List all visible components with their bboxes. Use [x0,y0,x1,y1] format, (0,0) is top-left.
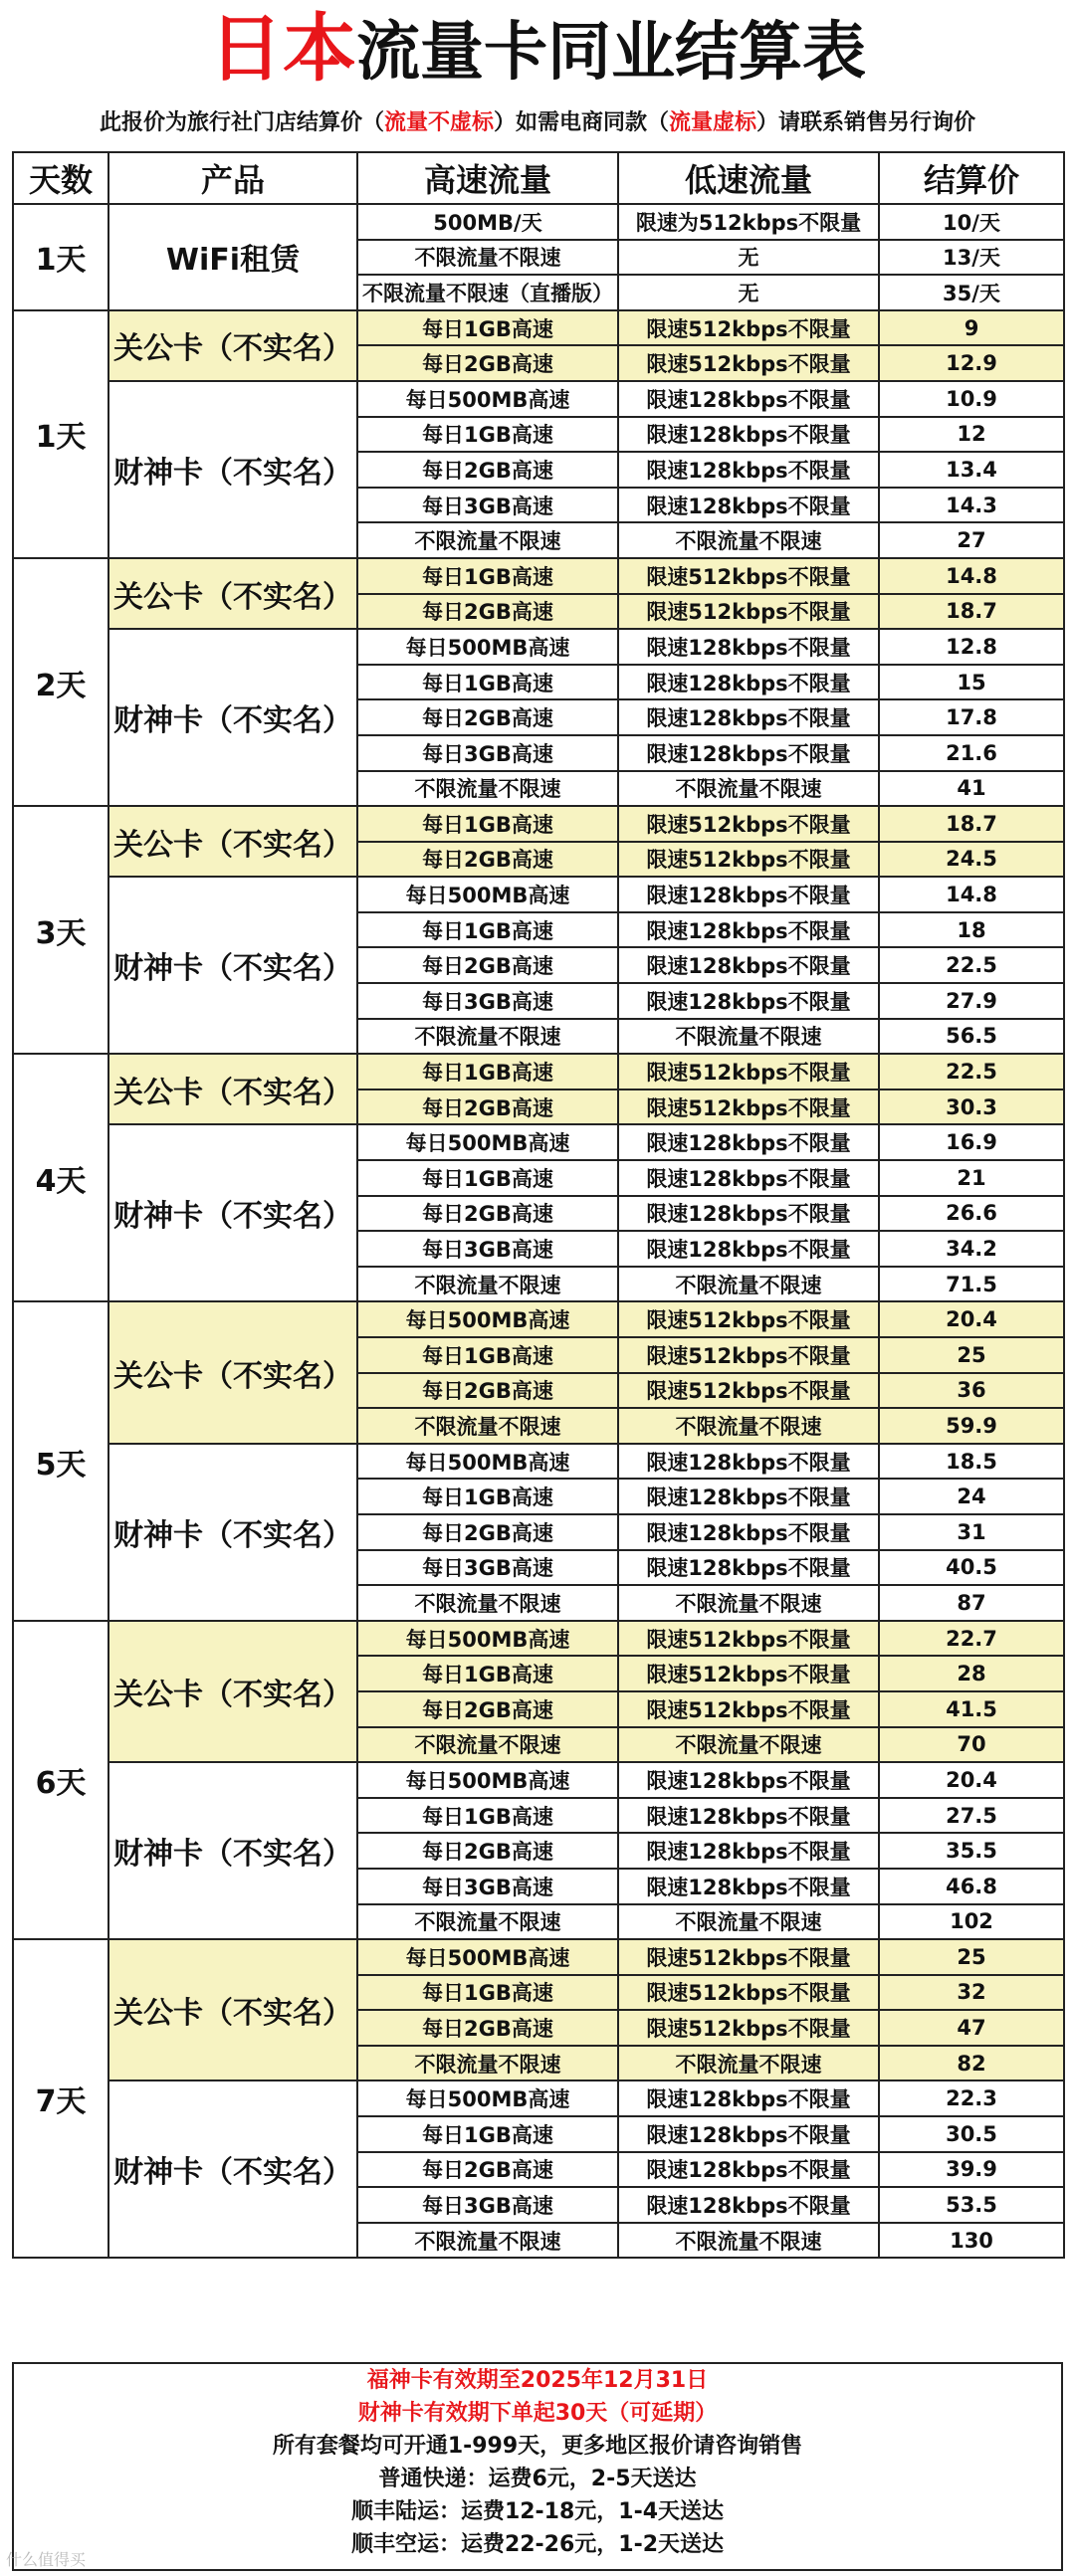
price-cell: 35/天 [879,275,1064,310]
low-speed-cell: 限速128kbps不限量 [618,983,879,1019]
high-speed-cell: 每日1GB高速 [357,1479,618,1514]
product-cell: 关公卡（不实名） [108,310,357,381]
high-speed-cell: 每日3GB高速 [357,1869,618,1904]
price-cell: 9 [879,310,1064,346]
table-row [13,1301,1064,1337]
price-cell: 20.4 [879,1301,1064,1337]
high-speed-cell: 每日500MB高速 [357,1762,618,1798]
high-speed-cell: 每日1GB高速 [357,912,618,948]
high-speed-cell: 不限流量不限速（直播版） [357,275,618,310]
high-speed-cell: 每日2GB高速 [357,345,618,381]
high-speed-cell: 每日2GB高速 [357,1373,618,1409]
high-speed-cell: 每日500MB高速 [357,877,618,912]
high-speed-cell: 每日3GB高速 [357,1231,618,1267]
day-cell: 1天 [13,204,108,310]
product-cell: 财神卡（不实名） [108,1124,357,1301]
price-cell: 40.5 [879,1550,1064,1586]
high-speed-cell: 每日1GB高速 [357,1975,618,2011]
low-speed-cell: 限速512kbps不限量 [618,1301,879,1337]
table-row [13,1124,1064,1160]
header-product: 产品 [108,152,357,204]
note-part-3: ）请联系销售另行询价 [756,110,976,135]
footer-line-1: 所有套餐均可开通1-999天，更多地区报价请咨询销售 [272,2434,803,2459]
price-cell: 41 [879,771,1064,807]
low-speed-cell: 限速512kbps不限量 [618,1621,879,1657]
low-speed-cell: 不限流量不限速 [618,1019,879,1055]
high-speed-cell: 每日2GB高速 [357,1196,618,1232]
low-speed-cell: 不限流量不限速 [618,1408,879,1444]
day-cell: 1天 [13,310,108,558]
note-part-2: ）如需电商同款（ [493,110,669,135]
high-speed-cell: 不限流量不限速 [357,1727,618,1763]
table-row [13,2081,1064,2116]
low-speed-cell: 限速128kbps不限量 [618,912,879,948]
high-speed-cell: 500MB/天 [357,204,618,240]
price-cell: 22.5 [879,1054,1064,1090]
high-speed-cell: 每日1GB高速 [357,1054,618,1090]
low-speed-cell: 限速128kbps不限量 [618,1762,879,1798]
product-cell: 财神卡（不实名） [108,629,357,806]
price-cell: 12 [879,417,1064,453]
high-speed-cell: 每日2GB高速 [357,699,618,735]
low-speed-cell: 不限流量不限速 [618,771,879,807]
price-cell: 25 [879,1939,1064,1975]
footer-line-4: 顺丰空运：运费22-26元，1-2天送达 [350,2532,725,2557]
price-cell: 71.5 [879,1267,1064,1302]
day-cell: 7天 [13,1939,108,2258]
low-speed-cell: 限速128kbps不限量 [618,2116,879,2152]
table-row [13,1762,1064,1798]
high-speed-cell: 每日2GB高速 [357,2152,618,2188]
day-cell: 5天 [13,1301,108,1620]
day-cell: 2天 [13,558,108,806]
high-speed-cell: 不限流量不限速 [357,1585,618,1621]
low-speed-cell: 限速128kbps不限量 [618,665,879,700]
price-cell: 27 [879,522,1064,558]
high-speed-cell: 不限流量不限速 [357,522,618,558]
price-cell: 30.3 [879,1090,1064,1125]
high-speed-cell: 不限流量不限速 [357,1267,618,1302]
watermark: 什么值得买 [6,2550,87,2569]
high-speed-cell: 每日1GB高速 [357,558,618,594]
low-speed-cell: 无 [618,240,879,276]
price-cell: 36 [879,1373,1064,1409]
price-cell: 22.7 [879,1621,1064,1657]
high-speed-cell: 不限流量不限速 [357,240,618,276]
price-cell: 14.8 [879,877,1064,912]
high-speed-cell: 每日500MB高速 [357,1939,618,1975]
low-speed-cell: 限速512kbps不限量 [618,1054,879,1090]
low-speed-cell: 限速128kbps不限量 [618,2187,879,2223]
high-speed-cell: 不限流量不限速 [357,1904,618,1940]
high-speed-cell: 每日2GB高速 [357,1691,618,1727]
page-title [0,0,1075,98]
price-cell: 30.5 [879,2116,1064,2152]
low-speed-cell: 不限流量不限速 [618,1727,879,1763]
price-cell: 87 [879,1585,1064,1621]
low-speed-cell: 限速128kbps不限量 [618,1479,879,1514]
high-speed-cell: 每日3GB高速 [357,1550,618,1586]
table-body [13,204,1064,2258]
footer-notes [12,2362,1063,2571]
price-cell: 59.9 [879,1408,1064,1444]
low-speed-cell: 不限流量不限速 [618,1585,879,1621]
price-cell: 31 [879,1514,1064,1550]
low-speed-cell: 不限流量不限速 [618,1267,879,1302]
low-speed-cell: 限速128kbps不限量 [618,735,879,771]
high-speed-cell: 不限流量不限速 [357,2223,618,2259]
table-row [13,1939,1064,1975]
price-cell: 53.5 [879,2187,1064,2223]
price-cell: 14.8 [879,558,1064,594]
low-speed-cell: 限速128kbps不限量 [618,1550,879,1586]
product-cell: 财神卡（不实名） [108,381,357,558]
price-cell: 13.4 [879,452,1064,488]
low-speed-cell: 限速512kbps不限量 [618,310,879,346]
low-speed-cell: 限速512kbps不限量 [618,1656,879,1691]
price-cell: 130 [879,2223,1064,2259]
low-speed-cell: 限速128kbps不限量 [618,1833,879,1869]
table-row [13,310,1064,346]
price-cell: 18 [879,912,1064,948]
high-speed-cell: 每日1GB高速 [357,806,618,842]
high-speed-cell: 每日500MB高速 [357,1444,618,1480]
high-speed-cell: 每日1GB高速 [357,1798,618,1834]
high-speed-cell: 每日500MB高速 [357,1124,618,1160]
low-speed-cell: 限速128kbps不限量 [618,1444,879,1480]
low-speed-cell: 不限流量不限速 [618,1904,879,1940]
price-cell: 41.5 [879,1691,1064,1727]
low-speed-cell: 限速512kbps不限量 [618,1691,879,1727]
price-cell: 18.7 [879,594,1064,630]
price-cell: 20.4 [879,1762,1064,1798]
low-speed-cell: 限速512kbps不限量 [618,1337,879,1373]
price-cell: 102 [879,1904,1064,1940]
day-cell: 4天 [13,1054,108,1301]
low-speed-cell: 限速512kbps不限量 [618,1975,879,2011]
price-cell: 47 [879,2010,1064,2046]
product-cell: 关公卡（不实名） [108,1301,357,1443]
table-row [13,558,1064,594]
low-speed-cell: 不限流量不限速 [618,522,879,558]
high-speed-cell: 每日1GB高速 [357,1160,618,1196]
high-speed-cell: 每日2GB高速 [357,842,618,878]
high-speed-cell: 每日500MB高速 [357,2081,618,2116]
price-cell: 46.8 [879,1869,1064,1904]
price-cell: 10/天 [879,204,1064,240]
price-cell: 24 [879,1479,1064,1514]
product-cell: 财神卡（不实名） [108,1444,357,1621]
product-cell: 财神卡（不实名） [108,877,357,1054]
table-row [13,877,1064,912]
low-speed-cell: 限速128kbps不限量 [618,488,879,523]
low-speed-cell: 限速128kbps不限量 [618,1160,879,1196]
high-speed-cell: 每日500MB高速 [357,629,618,665]
footer-validity-1: 福神卡有效期至2025年12月31日 [366,2368,709,2393]
low-speed-cell: 限速128kbps不限量 [618,877,879,912]
price-cell: 28 [879,1656,1064,1691]
high-speed-cell: 每日3GB高速 [357,2187,618,2223]
low-speed-cell: 限速为512kbps不限量 [618,204,879,240]
table-row [13,204,1064,240]
table-row [13,381,1064,417]
high-speed-cell: 不限流量不限速 [357,1019,618,1055]
product-cell: 关公卡（不实名） [108,1054,357,1124]
price-cell: 18.5 [879,1444,1064,1480]
price-cell: 22.5 [879,947,1064,983]
product-cell: 关公卡（不实名） [108,558,357,629]
table-row [13,1054,1064,1090]
header-high-speed: 高速流量 [357,152,618,204]
table-row [13,806,1064,842]
low-speed-cell: 限速512kbps不限量 [618,2010,879,2046]
high-speed-cell: 每日3GB高速 [357,735,618,771]
footer-line-2: 普通快递：运费6元，2-5天送达 [378,2467,697,2491]
price-cell: 56.5 [879,1019,1064,1055]
low-speed-cell: 限速128kbps不限量 [618,1124,879,1160]
low-speed-cell: 限速128kbps不限量 [618,417,879,453]
low-speed-cell: 限速512kbps不限量 [618,558,879,594]
price-note [0,103,1075,143]
day-cell: 6天 [13,1621,108,1939]
high-speed-cell: 每日2GB高速 [357,947,618,983]
price-cell: 15 [879,665,1064,700]
note-highlight-2: 流量虚标 [669,110,757,135]
low-speed-cell: 限速128kbps不限量 [618,2152,879,2188]
table-row [13,629,1064,665]
low-speed-cell: 限速128kbps不限量 [618,947,879,983]
title-country: 日本 [209,6,356,92]
title-rest: 流量卡同业结算表 [356,16,866,90]
low-speed-cell: 限速128kbps不限量 [618,1196,879,1232]
low-speed-cell: 限速128kbps不限量 [618,1798,879,1834]
low-speed-cell: 限速512kbps不限量 [618,1939,879,1975]
low-speed-cell: 限速512kbps不限量 [618,345,879,381]
high-speed-cell: 每日3GB高速 [357,488,618,523]
price-cell: 22.3 [879,2081,1064,2116]
high-speed-cell: 每日1GB高速 [357,417,618,453]
price-cell: 17.8 [879,699,1064,735]
price-cell: 70 [879,1727,1064,1763]
low-speed-cell: 限速128kbps不限量 [618,1514,879,1550]
product-cell: 关公卡（不实名） [108,1939,357,2081]
low-speed-cell: 限速512kbps不限量 [618,806,879,842]
low-speed-cell: 不限流量不限速 [618,2223,879,2259]
high-speed-cell: 每日2GB高速 [357,1090,618,1125]
price-cell: 18.7 [879,806,1064,842]
table-row [13,1444,1064,1480]
price-cell: 34.2 [879,1231,1064,1267]
high-speed-cell: 每日2GB高速 [357,2010,618,2046]
low-speed-cell: 限速512kbps不限量 [618,594,879,630]
low-speed-cell: 限速128kbps不限量 [618,699,879,735]
high-speed-cell: 每日2GB高速 [357,452,618,488]
product-cell: 关公卡（不实名） [108,806,357,877]
price-cell: 21.6 [879,735,1064,771]
high-speed-cell: 每日500MB高速 [357,1301,618,1337]
low-speed-cell: 限速128kbps不限量 [618,452,879,488]
high-speed-cell: 每日3GB高速 [357,983,618,1019]
footer-line-3: 顺丰陆运：运费12-18元，1-4天送达 [350,2499,725,2524]
product-cell: 财神卡（不实名） [108,1762,357,1939]
price-cell: 12.8 [879,629,1064,665]
high-speed-cell: 每日1GB高速 [357,2116,618,2152]
high-speed-cell: 不限流量不限速 [357,771,618,807]
table-row [13,1621,1064,1657]
low-speed-cell: 限速512kbps不限量 [618,1373,879,1409]
product-cell: 关公卡（不实名） [108,1621,357,1762]
high-speed-cell: 每日2GB高速 [357,594,618,630]
table-header-row [13,152,1064,204]
price-cell: 24.5 [879,842,1064,878]
low-speed-cell: 限速512kbps不限量 [618,842,879,878]
note-highlight-1: 流量不虚标 [383,110,494,135]
low-speed-cell: 不限流量不限速 [618,2046,879,2081]
price-cell: 27.9 [879,983,1064,1019]
price-cell: 21 [879,1160,1064,1196]
product-cell: 财神卡（不实名） [108,2081,357,2258]
high-speed-cell: 每日500MB高速 [357,381,618,417]
footer-validity-2: 财神卡有效期下单起30天（可延期） [357,2401,718,2426]
price-cell: 12.9 [879,345,1064,381]
day-cell: 3天 [13,806,108,1054]
high-speed-cell: 不限流量不限速 [357,1408,618,1444]
high-speed-cell: 每日2GB高速 [357,1514,618,1550]
price-cell: 32 [879,1975,1064,2011]
low-speed-cell: 限速128kbps不限量 [618,2081,879,2116]
header-days: 天数 [13,152,108,204]
price-cell: 35.5 [879,1833,1064,1869]
price-cell: 26.6 [879,1196,1064,1232]
note-part-1: 此报价为旅行社门店结算价（ [99,110,384,135]
high-speed-cell: 每日1GB高速 [357,310,618,346]
low-speed-cell: 限速128kbps不限量 [618,629,879,665]
low-speed-cell: 限速512kbps不限量 [618,1090,879,1125]
header-low-speed: 低速流量 [618,152,879,204]
price-cell: 10.9 [879,381,1064,417]
product-cell: WiFi租赁 [108,204,357,310]
price-cell: 25 [879,1337,1064,1373]
low-speed-cell: 限速128kbps不限量 [618,1231,879,1267]
price-cell: 27.5 [879,1798,1064,1834]
price-table [12,151,1065,2259]
low-speed-cell: 限速128kbps不限量 [618,1869,879,1904]
high-speed-cell: 每日1GB高速 [357,665,618,700]
high-speed-cell: 每日1GB高速 [357,1337,618,1373]
price-cell: 13/天 [879,240,1064,276]
price-cell: 16.9 [879,1124,1064,1160]
low-speed-cell: 无 [618,275,879,310]
price-cell: 82 [879,2046,1064,2081]
high-speed-cell: 每日1GB高速 [357,1656,618,1691]
high-speed-cell: 不限流量不限速 [357,2046,618,2081]
high-speed-cell: 每日2GB高速 [357,1833,618,1869]
header-price: 结算价 [879,152,1064,204]
low-speed-cell: 限速128kbps不限量 [618,381,879,417]
high-speed-cell: 每日500MB高速 [357,1621,618,1657]
price-cell: 39.9 [879,2152,1064,2188]
price-cell: 14.3 [879,488,1064,523]
